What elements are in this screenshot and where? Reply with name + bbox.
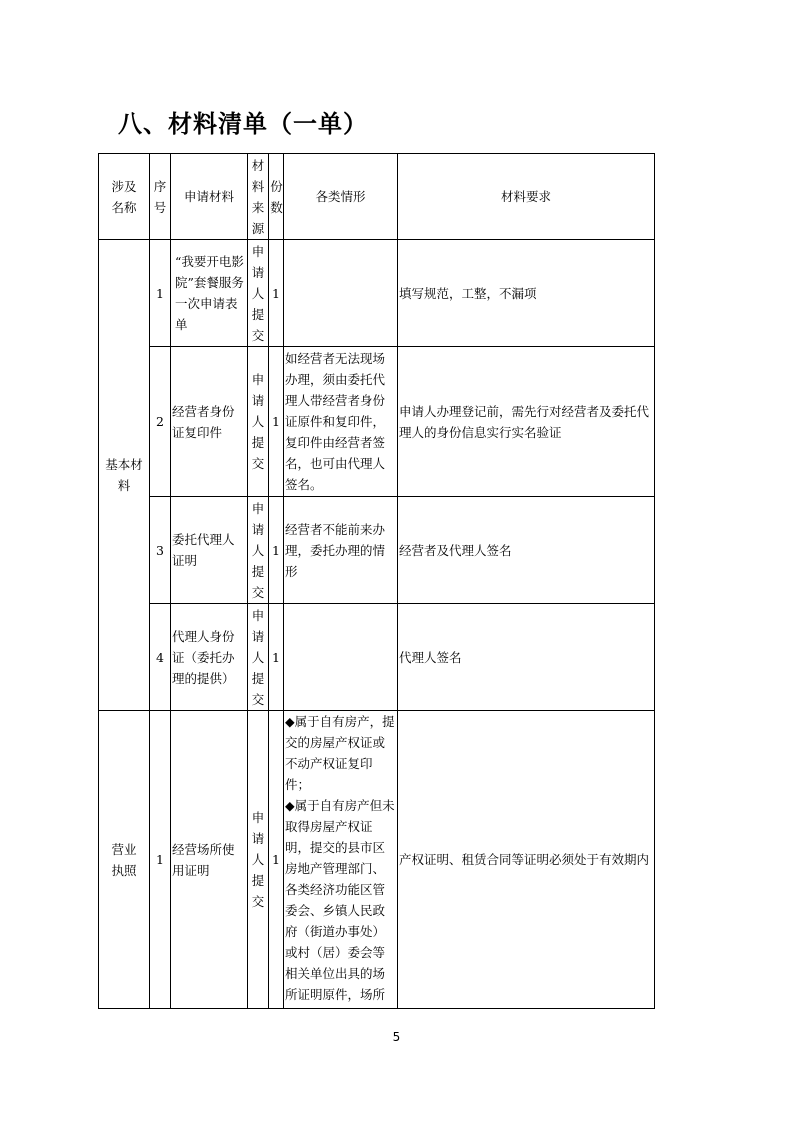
row-requirement: 申请人办理登记前，需先行对经营者及委托代理人的身份信息实行实名验证	[398, 347, 655, 497]
row-index: 1	[150, 711, 171, 1009]
situation-item: ◆属于自有房产但未取得房屋产权证明，提交的县市区房地产管理部门、各类经济功能区管委会、乡镇人民政府（街道办事处）或村（居）委会等相关单位出具的场所证明原件，场所	[285, 798, 395, 1002]
page-number: 5	[392, 1030, 401, 1044]
row-requirement: 经营者及代理人签名	[398, 497, 655, 604]
group-license: 营业执照	[99, 711, 150, 1009]
row-material: 委托代理人证明	[171, 497, 248, 604]
header-material: 申请材料	[171, 154, 248, 240]
row-material: 代理人身份证（委托办理的提供）	[171, 604, 248, 711]
row-index: 2	[150, 347, 171, 497]
row-source: 申请人提交	[248, 497, 269, 604]
row-requirement: 填写规范，工整，不漏项	[398, 240, 655, 347]
row-copies: 1	[269, 711, 284, 1009]
table-row	[99, 347, 655, 497]
table-row	[99, 240, 655, 347]
header-copies: 份数	[269, 154, 284, 240]
header-situations: 各类情形	[284, 154, 398, 240]
row-copies: 1	[269, 604, 284, 711]
row-index: 3	[150, 497, 171, 604]
row-situation: 经营者不能前来办理，委托办理的情形	[284, 497, 398, 604]
row-material: “我要开电影院”套餐服务一次申请表单	[171, 240, 248, 347]
row-situation	[284, 604, 398, 711]
group-basic: 基本材料	[99, 240, 150, 711]
row-requirement: 代理人签名	[398, 604, 655, 711]
row-copies: 1	[269, 497, 284, 604]
row-material: 经营者身份证复印件	[171, 347, 248, 497]
row-copies: 1	[269, 240, 284, 347]
row-situation	[284, 711, 398, 1009]
page-title: 八、材料清单（一单）	[118, 110, 368, 138]
row-source: 申请人提交	[248, 711, 269, 1009]
table-row	[99, 711, 655, 1009]
header-row	[99, 154, 655, 240]
situation-item: ◆属于自有房产，提交的房屋产权证或不动产权证复印件；	[285, 714, 395, 792]
row-requirement: 产权证明、租赁合同等证明必须处于有效期内	[398, 711, 655, 1009]
row-source: 申请人提交	[248, 240, 269, 347]
row-source: 申请人提交	[248, 347, 269, 497]
table-row	[99, 604, 655, 711]
row-index: 4	[150, 604, 171, 711]
row-material: 经营场所使用证明	[171, 711, 248, 1009]
header-scope: 涉及名称	[99, 154, 150, 240]
row-copies: 1	[269, 347, 284, 497]
row-situation: 如经营者无法现场办理，须由委托代理人带经营者身份证原件和复印件，复印件由经营者签名，也可由代理人签名。	[284, 347, 398, 497]
row-situation	[284, 240, 398, 347]
header-requirements: 材料要求	[398, 154, 655, 240]
header-index: 序号	[150, 154, 171, 240]
row-source: 申请人提交	[248, 604, 269, 711]
header-source: 材料来源	[248, 154, 269, 240]
row-index: 1	[150, 240, 171, 347]
materials-table	[98, 153, 655, 1009]
table-row	[99, 497, 655, 604]
